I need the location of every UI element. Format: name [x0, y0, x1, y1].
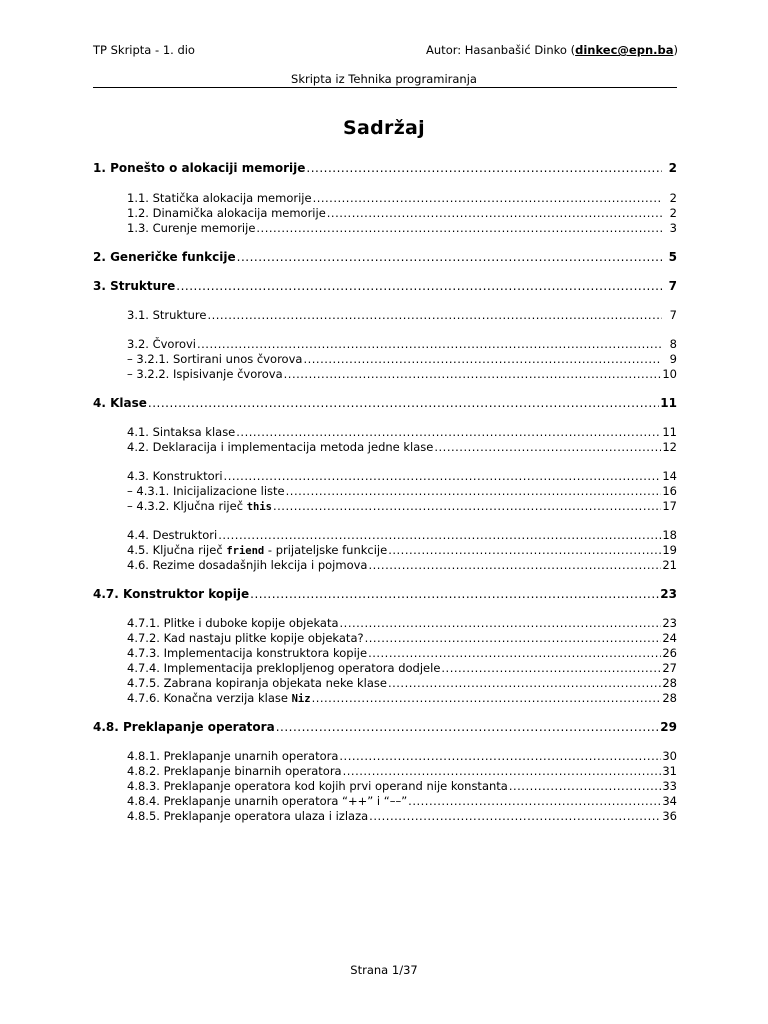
toc-entry-label: 4.4. Destruktori [127, 528, 218, 542]
toc-page-number: 7 [668, 279, 677, 293]
toc-entry[interactable] [93, 439, 677, 455]
toc-entry-label: 1. Ponešto o alokaciji memorije [93, 161, 306, 175]
dot-leader [434, 439, 661, 455]
toc-entry-label: 4.7.3. Implementacija konstruktora kopije [127, 646, 368, 660]
dot-leader [365, 630, 662, 646]
toc-entry-label: 4.7.4. Implementacija preklopljenog operatora dodjele [127, 661, 441, 675]
toc-page-number: 11 [660, 396, 677, 410]
toc-entry-label: 4.8.1. Preklapanje unarnih operatora [127, 749, 339, 763]
toc-page-number: 10 [662, 367, 677, 381]
toc-page-number: 28 [662, 676, 677, 690]
toc-page-number: 2 [669, 206, 677, 220]
toc-entry[interactable] [93, 336, 677, 352]
toc-entry-label: 3.1. Strukture [127, 308, 207, 322]
toc-entry-label: 4.7. Konstruktor kopije [93, 587, 250, 601]
dot-leader [509, 778, 662, 794]
toc-page-number: 30 [662, 749, 677, 763]
toc-page-number: 17 [662, 499, 677, 513]
toc-entry[interactable] [93, 675, 677, 691]
toc-entry-label: 1.1. Statička alokacija memorije [127, 191, 312, 205]
toc-page-number: 27 [662, 661, 677, 675]
toc-page-number: 12 [662, 440, 677, 454]
dot-leader [303, 351, 662, 367]
toc-entry-label: 1.3. Curenje memorije [127, 221, 256, 235]
toc-entry[interactable] [93, 763, 677, 779]
running-header-subtitle: Skripta iz Tehnika programiranja [291, 72, 477, 86]
running-header-left: TP Skripta - 1. dio [93, 43, 195, 57]
dot-leader [237, 249, 662, 265]
toc-page-number: 36 [662, 809, 677, 823]
keyword-code: friend [226, 545, 265, 557]
toc-entry[interactable] [93, 748, 677, 764]
dot-leader [197, 336, 662, 352]
author-email-link[interactable]: dinkec@epn.ba [575, 43, 674, 57]
dot-leader [368, 557, 661, 573]
toc-entry[interactable] [93, 778, 677, 794]
toc-entry-label: 2. Generičke funkcije [93, 250, 236, 264]
toc-entry-label: – 4.3.1. Inicijalizacione liste [127, 484, 285, 498]
dot-leader [327, 205, 662, 221]
dot-leader [284, 366, 662, 382]
toc-entry[interactable] [93, 630, 677, 646]
dot-leader [339, 748, 661, 764]
toc-page-number: 19 [662, 543, 677, 557]
toc-entry-label: 4.5. Ključna riječ friend - prijateljske funkcije [127, 543, 388, 557]
toc-entry[interactable] [93, 808, 677, 824]
toc-entry[interactable] [93, 160, 677, 176]
toc-page-number: 23 [660, 587, 677, 601]
dot-leader [286, 483, 662, 499]
dot-leader [273, 498, 661, 514]
toc-page-number: 31 [662, 764, 677, 778]
toc-title: Sadržaj [343, 117, 425, 139]
author-label: Autor: Hasanbašić Dinko ( [426, 43, 576, 57]
toc-page-number: 28 [662, 691, 677, 705]
toc-entry-label: 4.8. Preklapanje operatora [93, 720, 275, 734]
toc-entry-label: – 4.3.2. Ključna riječ this [127, 499, 272, 513]
dot-leader [312, 690, 662, 706]
dot-leader [176, 278, 662, 294]
toc-page-number: 11 [662, 425, 677, 439]
toc-entry-label: 1.2. Dinamička alokacija memorije [127, 206, 326, 220]
toc-entry[interactable] [93, 483, 677, 499]
keyword-code: this [246, 501, 272, 513]
toc-page-number: 9 [669, 352, 677, 366]
toc-entry[interactable] [93, 395, 677, 411]
toc-entry[interactable] [93, 205, 677, 221]
toc-entry[interactable] [93, 645, 677, 661]
toc-entry[interactable] [93, 586, 677, 602]
toc-entry[interactable] [93, 542, 677, 558]
toc-entry-label: 3.2. Čvorovi [127, 337, 196, 351]
dot-leader [250, 586, 659, 602]
toc-entry[interactable] [93, 527, 677, 543]
dot-leader [343, 763, 662, 779]
toc-page-number: 8 [669, 337, 677, 351]
toc-entry-label: 4.7.1. Plitke i duboke kopije objekata [127, 616, 339, 630]
dot-leader [224, 468, 662, 484]
keyword-code: Niz [291, 693, 311, 705]
author-suffix: ) [673, 43, 678, 57]
toc-entry[interactable] [93, 190, 677, 206]
toc-entry-label: 4.8.3. Preklapanje operatora kod kojih prvi operand nije konstanta [127, 779, 508, 793]
toc-entry-label: – 3.2.2. Ispisivanje čvorova [127, 367, 283, 381]
toc-entry-label: 4.2. Deklaracija i implementacija metoda jedne klase [127, 440, 434, 454]
toc-page-number: 7 [669, 308, 677, 322]
toc-page-number: 24 [662, 631, 677, 645]
dot-leader [388, 542, 661, 558]
toc-page-number: 33 [662, 779, 677, 793]
dot-leader [218, 527, 661, 543]
toc-entry[interactable] [93, 468, 677, 484]
toc-entry[interactable] [93, 278, 677, 294]
dot-leader [207, 307, 662, 323]
toc-entry[interactable] [93, 660, 677, 676]
toc-entry[interactable] [93, 690, 677, 706]
toc-entry[interactable] [93, 351, 677, 367]
toc-page-number: 14 [662, 469, 677, 483]
toc-entry-label: – 3.2.1. Sortirani unos čvorova [127, 352, 303, 366]
toc-page-number: 34 [662, 794, 677, 808]
toc-entry[interactable] [93, 557, 677, 573]
dot-leader [369, 808, 661, 824]
toc-entry[interactable] [93, 424, 677, 440]
dot-leader [236, 424, 661, 440]
dot-leader [368, 645, 661, 661]
dot-leader [276, 719, 660, 735]
toc-entry-label: 4.1. Sintaksa klase [127, 425, 236, 439]
toc-entry[interactable] [93, 498, 677, 514]
toc-page-number: 3 [669, 221, 677, 235]
toc-entry[interactable] [93, 249, 677, 265]
toc-entry-label: 4.6. Rezime dosadašnjih lekcija i pojmova [127, 558, 368, 572]
toc-entry[interactable] [93, 615, 677, 631]
toc-entry-label: 4.8.2. Preklapanje binarnih operatora [127, 764, 342, 778]
toc-entry-label: 4.3. Konstruktori [127, 469, 223, 483]
toc-page-number: 5 [668, 250, 677, 264]
toc-entry-label: 4.7.2. Kad nastaju plitke kopije objekata? [127, 631, 364, 645]
toc-entry-label: 4.7.6. Konačna verzija klase Niz [127, 691, 311, 705]
toc-entry[interactable] [93, 719, 677, 735]
toc-entry-label: 4.8.5. Preklapanje operatora ulaza i izlaza [127, 809, 369, 823]
page-footer: Strana 1/37 [350, 963, 418, 977]
dot-leader [148, 395, 659, 411]
toc-page-number: 18 [662, 528, 677, 542]
toc-page-number: 21 [662, 558, 677, 572]
toc-entry[interactable] [93, 366, 677, 382]
toc-entry[interactable] [93, 307, 677, 323]
toc-page-number: 16 [662, 484, 677, 498]
toc-entry-label: 4.8.4. Preklapanje unarnih operatora “++” i “––” [127, 794, 408, 808]
dot-leader [408, 793, 661, 809]
toc-page-number: 26 [662, 646, 677, 660]
toc-entry[interactable] [93, 220, 677, 236]
dot-leader [256, 220, 662, 236]
toc-page-number: 29 [660, 720, 677, 734]
toc-entry-label: 4.7.5. Zabrana kopiranja objekata neke klase [127, 676, 387, 690]
toc-page-number: 23 [662, 616, 677, 630]
dot-leader [313, 190, 662, 206]
dot-leader [441, 660, 661, 676]
dot-leader [388, 675, 661, 691]
toc-entry-label: 4. Klase [93, 396, 147, 410]
dot-leader [306, 160, 662, 176]
toc-entry[interactable] [93, 793, 677, 809]
toc-entry-label: 3. Strukture [93, 279, 176, 293]
toc-page-number: 2 [668, 161, 677, 175]
dot-leader [340, 615, 662, 631]
toc-page-number: 2 [669, 191, 677, 205]
